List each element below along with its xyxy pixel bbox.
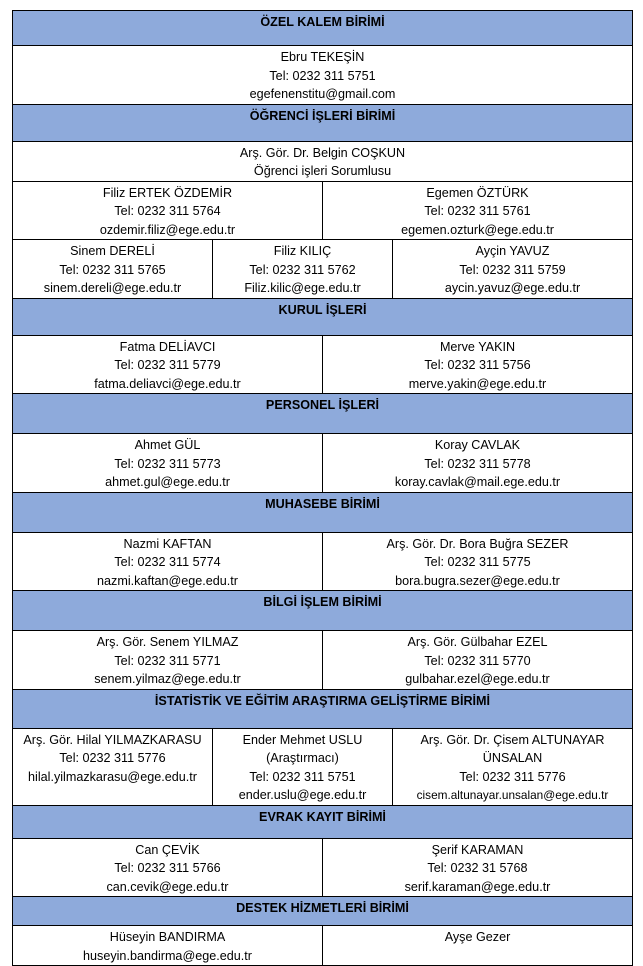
staff-cell <box>13 631 323 690</box>
staff-email: aycin.yavuz@ege.edu.tr <box>444 281 581 295</box>
staff-name: Fatma DELİAVCI <box>119 339 216 354</box>
staff-cell <box>213 240 393 299</box>
staff-phone: Tel: 0232 311 5765 <box>59 262 166 277</box>
section-header-destek-hizmetleri: DESTEK HİZMETLERİ BİRİMİ <box>13 897 633 926</box>
staff-cell <box>323 838 633 897</box>
staff-name: Hüseyin BANDIRMA <box>109 930 226 944</box>
staff-name: Arş. Gör. Dr. Bora Buğra SEZER <box>386 536 569 551</box>
section-header-kurul-isleri: KURUL İŞLERİ <box>13 298 633 335</box>
staff-email: bora.bugra.sezer@ege.edu.tr <box>395 573 560 588</box>
section-header-ogrenci-isleri: ÖĞRENCİ İŞLERİ BİRİMİ <box>13 104 633 141</box>
staff-email: can.cevik@ege.edu.tr <box>106 879 229 894</box>
staff-phone: Tel: 0232 31 5768 <box>427 861 528 875</box>
staff-cell <box>13 926 323 966</box>
staff-phone: Tel: 0232 311 5773 <box>114 456 221 471</box>
staff-email: ender.uslu@ege.edu.tr <box>238 788 367 802</box>
staff-email: Filiz.kilic@ege.edu.tr <box>244 281 361 295</box>
staff-name: Egemen ÖZTÜRK <box>426 185 529 200</box>
staff-phone: Tel: 0232 311 5771 <box>114 653 221 668</box>
staff-cell <box>213 728 393 805</box>
staff-name: Arş. Gör. Dr. Belgin COŞKUN <box>239 145 406 160</box>
section-header-ozel-kalem: ÖZEL KALEM BİRİMİ <box>13 11 633 46</box>
staff-cell <box>13 532 323 591</box>
staff-name: Ayşe Gezer <box>444 930 511 944</box>
staff-name: Merve YAKIN <box>439 339 516 354</box>
staff-email: nazmi.kaftan@ege.edu.tr <box>97 573 238 588</box>
staff-name: Filiz ERTEK ÖZDEMİR <box>102 185 233 200</box>
staff-name: Koray CAVLAK <box>434 438 521 452</box>
staff-cell <box>13 141 633 181</box>
staff-name: Ebru TEKEŞİN <box>280 50 365 64</box>
staff-cell <box>323 335 633 394</box>
staff-name: Arş. Gör. Hilal YILMAZKARASU <box>23 732 202 747</box>
staff-email: merve.yakin@ege.edu.tr <box>408 376 547 391</box>
staff-phone: Tel: 0232 311 5751 <box>249 769 356 784</box>
staff-email: serif.karaman@ege.edu.tr <box>404 879 551 894</box>
section-header-evrak-kayit: EVRAK KAYIT BİRİMİ <box>13 805 633 838</box>
staff-cell <box>13 335 323 394</box>
staff-name: Filiz KILIÇ <box>273 244 332 258</box>
staff-email: huseyin.bandirma@ege.edu.tr <box>83 948 252 963</box>
staff-cell <box>393 240 633 299</box>
staff-cell <box>323 532 633 591</box>
staff-name: Can ÇEVİK <box>135 842 200 857</box>
staff-name: Nazmi KAFTAN <box>123 536 212 551</box>
staff-email: ahmet.gul@ege.edu.tr <box>105 475 230 489</box>
staff-cell <box>13 434 323 493</box>
staff-phone: Tel: 0232 311 5775 <box>424 555 531 569</box>
staff-phone: Tel: 0232 311 5776 <box>459 769 566 784</box>
staff-email: hilal.yilmazkarasu@ege.edu.tr <box>28 769 197 784</box>
section-header-istatistik: İSTATİSTİK VE EĞİTİM ARAŞTIRMA GELİŞTİRME BİRİMİ <box>13 689 633 728</box>
staff-name: Ender Mehmet USLU <box>242 732 363 747</box>
staff-phone: Tel: 0232 311 5764 <box>114 204 221 218</box>
staff-cell <box>13 46 633 105</box>
staff-email: egemen.ozturk@ege.edu.tr <box>401 222 554 237</box>
staff-phone: Tel: 0232 311 5779 <box>114 358 221 372</box>
staff-phone: Tel: 0232 311 5756 <box>424 358 531 372</box>
staff-phone: Tel: 0232 311 5751 <box>269 68 376 83</box>
staff-email: cisem.altunayar.unsalan@ege.edu.tr <box>416 788 609 802</box>
staff-name: Ayçin YAVUZ <box>475 244 550 258</box>
staff-cell <box>323 926 633 966</box>
staff-directory-table <box>12 10 633 966</box>
staff-name: Sinem DERELİ <box>70 244 155 258</box>
staff-name: Şerif KARAMAN <box>431 842 524 857</box>
section-header-bilgi-islem: BİLGİ İŞLEM BİRİMİ <box>13 591 633 631</box>
staff-phone: Tel: 0232 311 5774 <box>114 555 221 569</box>
staff-phone: Tel: 0232 311 5762 <box>249 262 356 277</box>
staff-email: ozdemir.filiz@ege.edu.tr <box>99 222 236 237</box>
staff-email: egefenenstitu@gmail.com <box>249 87 396 101</box>
staff-phone: Tel: 0232 311 5770 <box>424 653 531 668</box>
staff-name: Arş. Gör. Dr. Çisem ALTUNAYAR <box>420 732 605 747</box>
staff-phone: Tel: 0232 311 5776 <box>59 751 166 765</box>
staff-email: senem.yilmaz@ege.edu.tr <box>94 672 241 686</box>
staff-cell <box>323 434 633 493</box>
staff-cell <box>323 631 633 690</box>
staff-phone: Tel: 0232 311 5759 <box>459 262 566 277</box>
staff-name-cont: ÜNSALAN <box>482 751 543 765</box>
staff-email: gulbahar.ezel@ege.edu.tr <box>405 672 550 686</box>
section-header-muhasebe: MUHASEBE BİRİMİ <box>13 492 633 532</box>
staff-email: sinem.dereli@ege.edu.tr <box>43 281 182 295</box>
staff-name: Arş. Gör. Senem YILMAZ <box>96 635 239 649</box>
staff-name: Ahmet GÜL <box>134 438 201 452</box>
staff-role: (Araştırmacı) <box>266 751 339 765</box>
staff-role: Öğrenci işleri Sorumlusu <box>253 164 392 178</box>
staff-cell <box>13 838 323 897</box>
staff-email: koray.cavlak@mail.ege.edu.tr <box>394 475 561 489</box>
staff-cell <box>323 181 633 240</box>
staff-phone: Tel: 0232 311 5766 <box>114 861 221 875</box>
staff-cell <box>13 728 213 805</box>
staff-phone: Tel: 0232 311 5778 <box>424 456 531 471</box>
staff-cell <box>393 728 633 805</box>
staff-cell <box>13 181 323 240</box>
staff-name: Arş. Gör. Gülbahar EZEL <box>407 635 548 649</box>
section-header-personel-isleri: PERSONEL İŞLERİ <box>13 394 633 434</box>
staff-cell <box>13 240 213 299</box>
staff-email: fatma.deliavci@ege.edu.tr <box>94 376 241 391</box>
staff-phone: Tel: 0232 311 5761 <box>424 204 531 218</box>
